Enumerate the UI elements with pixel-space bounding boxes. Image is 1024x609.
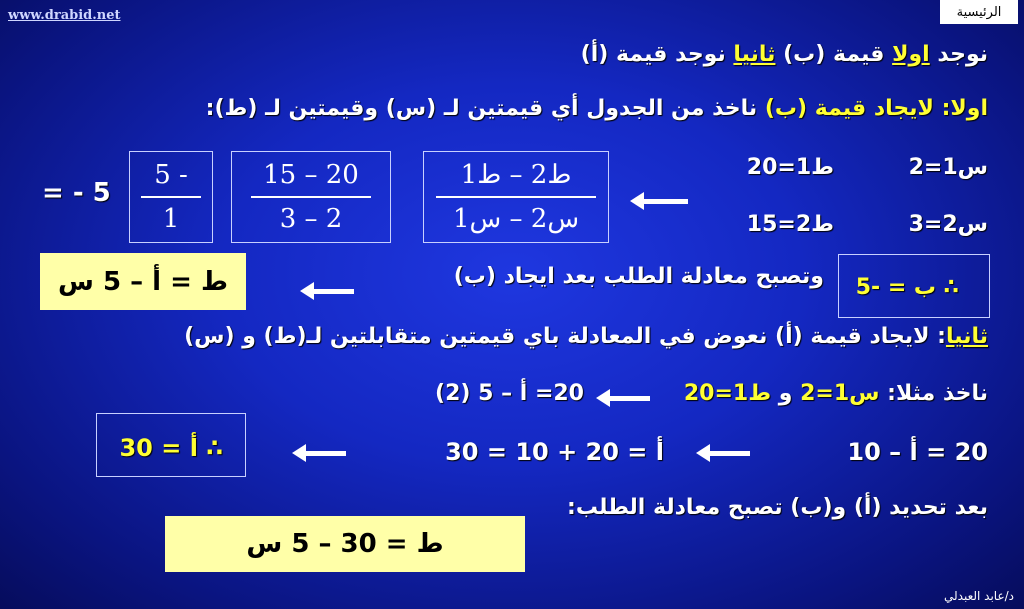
solve-step: 20 = أ – 10 — [847, 438, 988, 466]
slope-numerator: ط2 – ط1 — [460, 160, 572, 190]
values-denominator: 3 – 2 — [279, 204, 343, 234]
step2-heading — [184, 326, 988, 348]
table-t2: ط2=15 — [746, 212, 834, 237]
b-value-box — [838, 254, 990, 318]
table-t1: ط1=20 — [746, 155, 834, 180]
author-name: د/عابد العبدلي — [943, 589, 1014, 603]
table-s1: س1=2 — [908, 155, 988, 180]
intro-a: نوجد — [929, 42, 988, 67]
intro-line — [581, 44, 988, 66]
slope-denominator: س2 – س1 — [452, 204, 580, 234]
demand-equation-b: ط = أ – 5 س — [40, 253, 246, 310]
step1-heading — [206, 98, 988, 120]
slope-result-box — [129, 151, 213, 243]
a-value: ∴ أ = 30 — [119, 434, 223, 462]
values-numerator: 15 – 20 — [263, 160, 359, 190]
intro-first: اولا — [892, 42, 930, 67]
slope-result: = - 5 — [42, 178, 111, 208]
result-numerator: 5 - — [154, 160, 188, 190]
intro-c: قيمة (ب) — [775, 42, 893, 67]
and-word: و — [771, 381, 801, 406]
step1-text: ناخذ من الجدول أي قيمتين لـ (س) وقيمتين لـ (ط): — [205, 96, 765, 121]
intro-second: ثانيا — [733, 42, 776, 67]
substitution-equation: 20= أ – 5 (2) — [435, 381, 584, 406]
result-denominator: 1 — [162, 204, 180, 234]
demand-after-b: وتصبح معادلة الطلب بعد ايجاد (ب) — [453, 264, 824, 289]
pick-t1: ط1=20 — [683, 381, 772, 406]
take-example: ناخذ مثلا: — [879, 381, 988, 406]
substitution-line — [684, 383, 988, 405]
step2-text: : لايجاد قيمة (أ) نعوض في المعادلة باي قيمتين متقابلتين لـ(ط) و (س) — [184, 324, 946, 349]
arrow-left-icon — [304, 451, 346, 456]
arrow-left-icon — [708, 451, 750, 456]
slope-formula-box — [423, 151, 609, 243]
slope-values-box — [231, 151, 391, 243]
step2-label: ثانيا — [945, 324, 988, 349]
arrow-left-icon — [608, 396, 650, 401]
final-demand-equation: ط = 30 – 5 س — [165, 516, 525, 572]
b-value: ∴ ب = -5 — [855, 275, 959, 300]
home-button[interactable]: الرئيسية — [940, 0, 1018, 24]
a-result-equation: أ = 20 + 10 = 30 — [445, 438, 664, 466]
arrow-left-icon — [642, 199, 688, 204]
site-link[interactable]: www.drabid.net — [8, 8, 121, 23]
arrow-left-icon — [312, 289, 354, 294]
step1-goal: لايجاد قيمة (ب) — [764, 96, 942, 121]
intro-e: نوجد قيمة (أ) — [580, 42, 734, 67]
a-value-box — [96, 413, 246, 477]
final-intro: بعد تحديد (أ) و(ب) تصبح معادلة الطلب: — [567, 495, 988, 520]
table-s2: س2=3 — [908, 212, 988, 237]
pick-s1: س1=2 — [800, 381, 880, 406]
step1-label: اولا: — [941, 96, 988, 121]
